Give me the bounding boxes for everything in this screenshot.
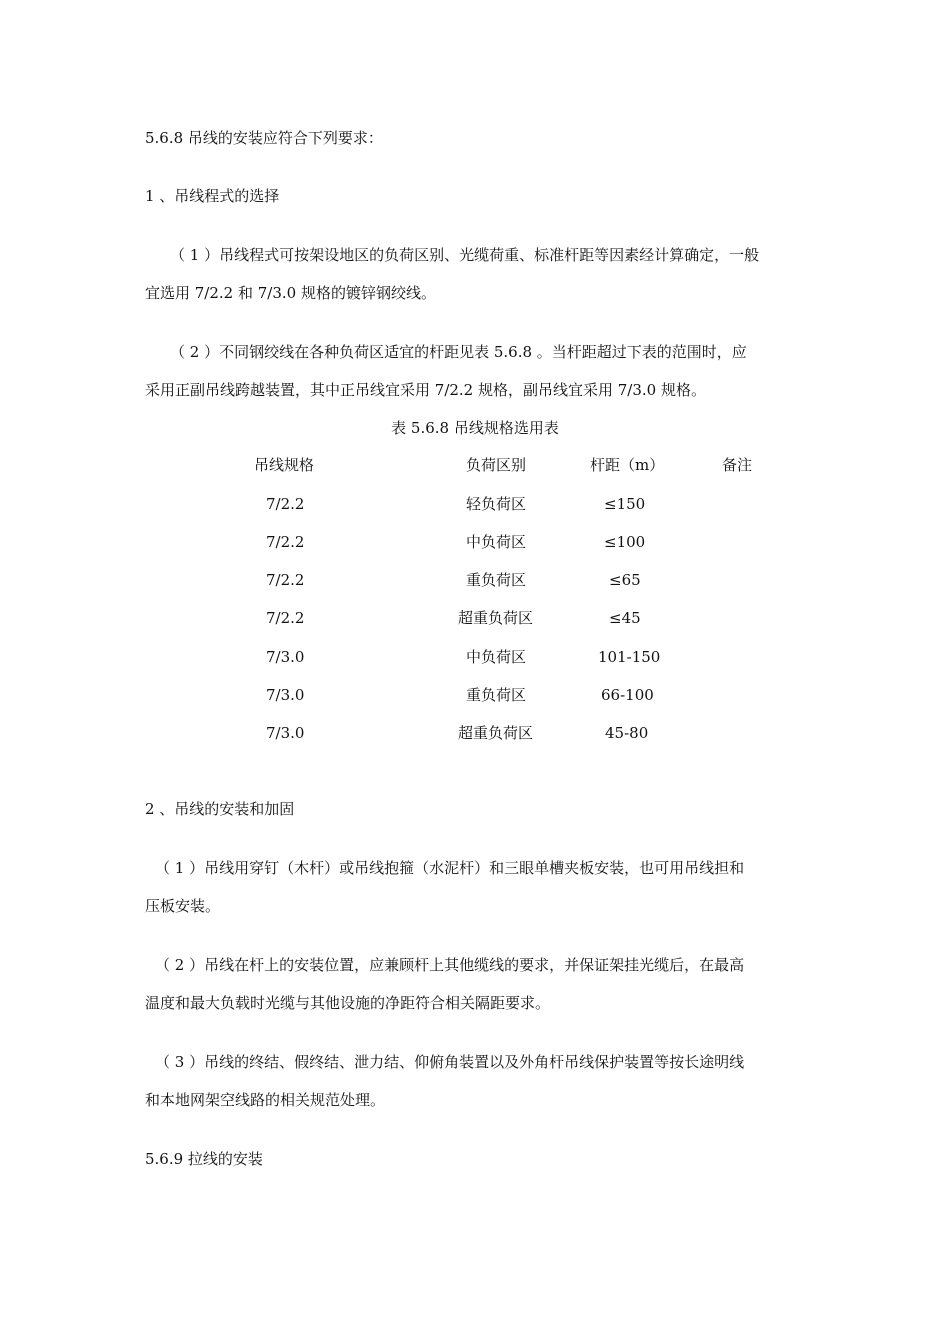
paragraph-4-line-1: （ 2 ）吊线在杆上的安装位置，应兼顾杆上其他缆线的要求，并保证架挂光缆后，在最高 xyxy=(155,956,745,974)
table-cell: 7/2.2 xyxy=(266,571,305,589)
table-cell: 7/2.2 xyxy=(266,609,305,627)
paragraph-3-line-1: （ 1 ）吊线用穿钉（木杆）或吊线抱箍（水泥杆）和三眼单槽夹板安装，也可用吊线担和 xyxy=(155,859,745,877)
table-header-span: 杆距（m） xyxy=(590,456,665,474)
table-cell: 重负荷区 xyxy=(466,571,527,589)
table-cell: 101-150 xyxy=(598,648,661,666)
table-cell: ≤100 xyxy=(604,533,646,551)
paragraph-5-line-1: （ 3 ）吊线的终结、假终结、泄力结、仰俯角装置以及外角杆吊线保护装置等按长途明线 xyxy=(155,1053,745,1071)
table-cell: 超重负荷区 xyxy=(458,609,534,627)
paragraph-1-line-1: （ 1 ）吊线程式可按架设地区的负荷区别、光缆荷重、标准杆距等因素经计算确定，一般 xyxy=(170,246,760,264)
table-cell: 45-80 xyxy=(605,724,649,742)
table-cell: 7/3.0 xyxy=(266,724,305,742)
paragraph-2-line-2: 采用正副吊线跨越装置，其中正吊线宜采用 7/2.2 规格，副吊线宜采用 7/3.0 规格。 xyxy=(145,381,706,399)
table-cell: 中负荷区 xyxy=(466,648,527,666)
subheading-1: 1 、吊线程式的选择 xyxy=(145,187,280,205)
table-cell: 7/2.2 xyxy=(266,533,305,551)
table-cell: 轻负荷区 xyxy=(466,495,527,513)
table-cell: ≤45 xyxy=(609,609,641,627)
table-header-remarks: 备注 xyxy=(722,456,753,474)
table-caption: 表 5.6.8 吊线规格选用表 xyxy=(391,419,559,437)
table-header-load-zone: 负荷区别 xyxy=(466,456,527,474)
paragraph-1-line-2: 宜选用 7/2.2 和 7/3.0 规格的镀锌钢绞线。 xyxy=(145,284,436,302)
table-cell: 超重负荷区 xyxy=(458,724,534,742)
paragraph-3-line-2: 压板安装。 xyxy=(145,897,221,915)
table-cell: 7/3.0 xyxy=(266,686,305,704)
section-heading-5-6-9: 5.6.9 拉线的安装 xyxy=(145,1150,263,1168)
table-cell: ≤65 xyxy=(609,571,641,589)
paragraph-2-line-1: （ 2 ）不同钢绞线在各种负荷区适宜的杆距见表 5.6.8 。当杆距超过下表的范围时，应 xyxy=(170,343,747,361)
paragraph-4-line-2: 温度和最大负载时光缆与其他设施的净距符合相关隔距要求。 xyxy=(145,994,551,1012)
paragraph-5-line-2: 和本地网架空线路的相关规范处理。 xyxy=(145,1091,386,1109)
subheading-2: 2 、吊线的安装和加固 xyxy=(145,800,295,818)
table-cell: ≤150 xyxy=(604,495,646,513)
table-cell: 7/2.2 xyxy=(266,495,305,513)
section-heading-5-6-8: 5.6.8 吊线的安装应符合下列要求： xyxy=(145,129,383,147)
table-cell: 66-100 xyxy=(601,686,654,704)
table-cell: 中负荷区 xyxy=(466,533,527,551)
table-header-spec: 吊线规格 xyxy=(254,456,315,474)
table-cell: 重负荷区 xyxy=(466,686,527,704)
table-cell: 7/3.0 xyxy=(266,648,305,666)
